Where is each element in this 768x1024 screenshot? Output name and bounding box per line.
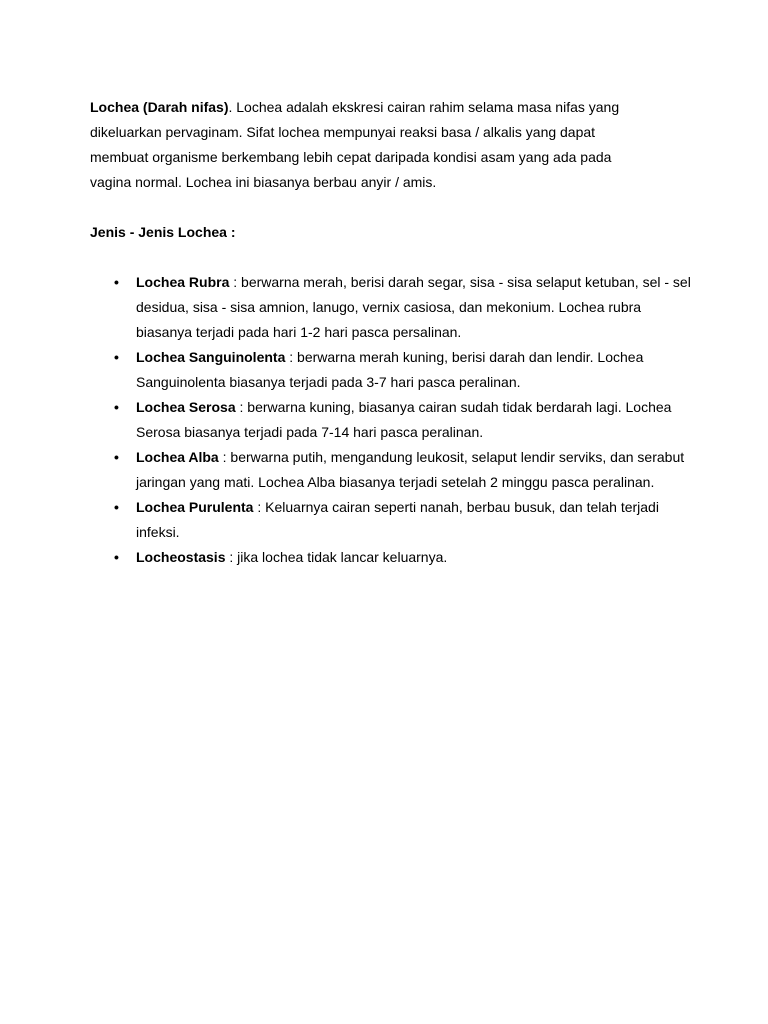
item-term: Locheostasis — [136, 549, 226, 565]
list-item — [90, 345, 696, 395]
bullet-icon: • — [114, 274, 119, 290]
section-heading: Jenis - Jenis Lochea : — [90, 224, 236, 240]
document-page — [90, 95, 690, 570]
lochea-types-list — [90, 270, 690, 570]
item-text: : berwarna putih, mengandung leukosit, selaput lendir serviks, dan serabut jaringan yang mati. Lochea Alba biasanya terjadi setelah 2 minggu pasca peralinan. — [136, 449, 685, 490]
bullet-icon: • — [114, 349, 119, 365]
item-term: Lochea Serosa — [136, 399, 236, 415]
item-text: : Keluarnya cairan seperti nanah, berbau busuk, dan telah terjadi infeksi. — [136, 499, 659, 540]
list-item — [90, 495, 696, 545]
list-item — [90, 395, 696, 445]
list-item — [90, 545, 696, 570]
bullet-icon: • — [114, 499, 119, 515]
item-term: Lochea Rubra — [136, 274, 230, 290]
intro-text: . Lochea adalah ekskresi cairan rahim selama masa nifas yang dikeluarkan pervaginam. Sifat lochea mempunyai reaksi basa / alkalis yang dapat membuat organisme berkembang lebih cepat daripada kondisi asam yang ada pada vagina normal. Lochea ini biasanya berbau anyir / amis. — [90, 99, 620, 190]
item-term: Lochea Alba — [136, 449, 219, 465]
item-text: : berwarna merah, berisi darah segar, sisa - sisa selaput ketuban, sel - sel desidua, sisa - sisa amnion, lanugo, vernix casiosa, dan mekonium. Lochea rubra biasanya terjadi pada hari 1-2 hari pasca persalinan. — [136, 274, 691, 340]
item-text: : jika lochea tidak lancar keluarnya. — [225, 549, 448, 565]
bullet-icon: • — [114, 449, 119, 465]
intro-paragraph — [90, 95, 650, 195]
bullet-icon: • — [114, 549, 119, 565]
item-text: : berwarna kuning, biasanya cairan sudah tidak berdarah lagi. Lochea Serosa biasanya terjadi pada 7-14 hari pasca peralinan. — [136, 399, 672, 440]
item-text: : berwarna merah kuning, berisi darah dan lendir. Lochea Sanguinolenta biasanya terjadi pada 3-7 hari pasca peralinan. — [136, 349, 644, 390]
list-item — [90, 270, 696, 345]
item-term: Lochea Purulenta — [136, 499, 254, 515]
item-term: Lochea Sanguinolenta — [136, 349, 286, 365]
intro-term: Lochea (Darah nifas) — [90, 99, 229, 115]
list-item — [90, 445, 696, 495]
bullet-icon: • — [114, 399, 119, 415]
